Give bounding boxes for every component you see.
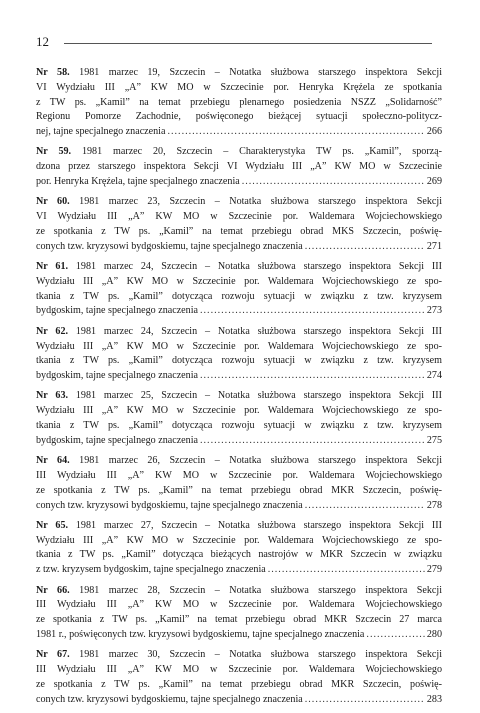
toc-entry-line bbox=[36, 648, 442, 663]
toc-entry bbox=[36, 584, 442, 643]
entry-text: conych tzw. kryzysowi bydgoskiemu, tajne specjalnego znaczenia bbox=[36, 499, 303, 511]
toc-entry-line bbox=[36, 519, 442, 534]
toc-entry-line bbox=[36, 96, 442, 111]
toc-entry-line bbox=[36, 563, 442, 578]
toc-entry-line bbox=[36, 469, 442, 484]
entry-number: Nr 65. bbox=[36, 519, 69, 531]
toc-entry bbox=[36, 66, 442, 140]
entry-text: Wydziału III „A” KW MO w Szczecinie por. Waldemara Wojciechowskiego ze spo- bbox=[36, 405, 442, 417]
entry-text: tkania z TW ps. „Kamil” dotycząca rozwoju sytuacji w związku z tzw. kryzysem bbox=[36, 290, 442, 302]
entry-text: tkania z TW ps. „Kamil” dotycząca rozwoju sytuacji w związku z tzw. kryzysem bbox=[36, 355, 442, 367]
entry-text: tkania z TW ps. „Kamil” dotycząca rozwoju sytuacji w związku z tzw. kryzysem bbox=[36, 420, 442, 432]
entry-text: conych tzw. kryzysowi bydgoskiemu, tajne specjalnego znaczenia bbox=[36, 693, 303, 705]
entry-text: 1981 marzec 25, Szczecin – Notatka służbowa starszego inspektora Sekcji III bbox=[75, 390, 442, 402]
toc-entry bbox=[36, 325, 442, 384]
dot-leader bbox=[200, 369, 425, 384]
entry-text: ze spotkania z TW ps. „Kamil” na temat przebiegu obrad MKR Szczecin, poświę- bbox=[36, 484, 442, 496]
entry-number: Nr 61. bbox=[36, 261, 69, 273]
entry-number: Nr 66. bbox=[36, 584, 70, 596]
entry-text: nej, tajne specjalnego znaczenia bbox=[36, 126, 166, 138]
toc-entry-line bbox=[36, 389, 442, 404]
toc-entry-line bbox=[36, 598, 442, 613]
entry-text: 1981 marzec 27, Szczecin – Notatka służbowa starszego inspektora Sekcji III bbox=[75, 519, 442, 531]
toc-entry bbox=[36, 260, 442, 319]
entry-text: III Wydziału III „A” KW MO w Szczecinie por. Waldemara Wojciechowskiego bbox=[36, 469, 442, 481]
entry-text: VI Wydziału III „A” KW MO w Szczecinie por. Henryka Kręźela ze spotkania bbox=[36, 81, 442, 93]
entry-text: 1981 marzec 19, Szczecin – Notatka służbowa starszego inspektora Sekcji bbox=[79, 67, 443, 78]
entry-text: z tzw. kryzysem bydgoskim, tajne specjalnego znaczenia bbox=[36, 564, 266, 576]
page-ref: 283 bbox=[426, 693, 442, 705]
page-ref: 271 bbox=[426, 240, 442, 252]
dot-leader bbox=[305, 240, 425, 255]
page-ref: 274 bbox=[426, 370, 442, 382]
toc-entry bbox=[36, 454, 442, 513]
entry-text: 1981 marzec 26, Szczecin – Notatka służbowa starszego inspektora Sekcji bbox=[79, 455, 443, 467]
entry-text: bydgoskim, tajne specjalnego znaczenia bbox=[36, 370, 198, 382]
entry-number: Nr 67. bbox=[36, 649, 70, 661]
entry-text: bydgoskim, tajne specjalnego znaczenia bbox=[36, 434, 198, 446]
toc-entry-line bbox=[36, 693, 442, 708]
toc-entry-line bbox=[36, 145, 442, 160]
toc-entry-line bbox=[36, 484, 442, 499]
toc-entry-line bbox=[36, 340, 442, 355]
toc-entry-line bbox=[36, 210, 442, 225]
toc-entry-line bbox=[36, 260, 442, 275]
toc-entry bbox=[36, 389, 442, 448]
toc-entry-line bbox=[36, 125, 442, 140]
entry-text: 1981 marzec 30, Szczecin – Notatka służbowa starszego inspektora Sekcji bbox=[79, 649, 443, 661]
entry-number: Nr 63. bbox=[36, 390, 69, 402]
dot-leader bbox=[305, 693, 425, 708]
entry-number: Nr 62. bbox=[36, 325, 69, 337]
dot-leader bbox=[242, 175, 425, 190]
toc-entry bbox=[36, 519, 442, 578]
toc-entry-line bbox=[36, 434, 442, 449]
toc-entry-line bbox=[36, 584, 442, 599]
toc-entry-line bbox=[36, 404, 442, 419]
entry-text: 1981 r., poświęconych tzw. kryzysowi bydgoskiemu, tajne specjalnego znaczenia bbox=[36, 628, 365, 640]
toc-entry-line bbox=[36, 175, 442, 190]
toc-entry-line bbox=[36, 354, 442, 369]
entry-text: 1981 marzec 24, Szczecin – Notatka służbowa starszego inspektora Sekcji III bbox=[75, 325, 442, 337]
entry-text: 1981 marzec 28, Szczecin – Notatka służbowa starszego inspektora Sekcji bbox=[79, 584, 443, 596]
entry-text: 1981 marzec 20, Szczecin – Charakterystyka TW ps. „Kamil”, sporzą- bbox=[81, 146, 442, 158]
entry-text: ze spotkania z TW ps. „Kamil” na temat przebiegu obrad MKS Szczecin, poświę- bbox=[36, 225, 442, 237]
entry-text: Wydziału III „A” KW MO w Szczecinie por. Waldemara Wojciechowskiego ze spo- bbox=[36, 340, 442, 352]
page-ref: 269 bbox=[426, 176, 442, 188]
dot-leader bbox=[305, 499, 425, 514]
toc-entry bbox=[36, 145, 442, 189]
entry-text: 1981 marzec 23, Szczecin – Notatka służbowa starszego inspektora Sekcji bbox=[79, 196, 443, 208]
toc-entry-line bbox=[36, 160, 442, 175]
toc-entry-line bbox=[36, 419, 442, 434]
toc-entry-line bbox=[36, 275, 442, 290]
entry-text: III Wydziału III „A” KW MO w Szczecinie por. Waldemara Wojciechowskiego bbox=[36, 599, 442, 611]
toc-entry-line bbox=[36, 304, 442, 319]
entry-text: ze spotkania z TW ps. „Kamil” na temat przebiegu obrad MKR Szczecin 27 marca bbox=[36, 614, 442, 626]
toc-entry-line bbox=[36, 290, 442, 305]
entry-text: Wydziału III „A” KW MO w Szczecinie por. Waldemara Wojciechowskiego ze spo- bbox=[36, 275, 442, 287]
toc-entry bbox=[36, 195, 442, 254]
page-ref: 279 bbox=[426, 564, 442, 576]
page-ref: 280 bbox=[426, 628, 442, 640]
entry-text: Wydziału III „A” KW MO w Szczecinie por. Waldemara Wojciechowskiego ze spo- bbox=[36, 534, 442, 546]
dot-leader bbox=[200, 434, 425, 449]
toc-entry-line bbox=[36, 195, 442, 210]
entry-text: Regionu Pomorze Zachodnie, poświęconego bieżącej sytuacji społeczno-politycz- bbox=[36, 111, 442, 123]
entry-text: VI Wydziału III „A” KW MO w Szczecinie por. Waldemara Wojciechowskiego bbox=[36, 211, 442, 223]
entry-number: Nr 64. bbox=[36, 455, 70, 467]
toc-entries bbox=[36, 66, 442, 713]
toc-entry-line bbox=[36, 663, 442, 678]
entry-number: Nr 59. bbox=[36, 146, 72, 158]
entry-text: ze spotkania z TW ps. „Kamil” na temat przebiegu obrad MKR Szczecin, poświę- bbox=[36, 678, 442, 690]
entry-text: z TW ps. „Kamil” na temat przebiegu plenarnego posiedzenia NSZZ „Solidarność” bbox=[36, 96, 442, 108]
toc-entry-line bbox=[36, 499, 442, 514]
toc-entry-line bbox=[36, 678, 442, 693]
page-ref: 273 bbox=[426, 305, 442, 317]
toc-entry-line bbox=[36, 110, 442, 125]
entry-text: conych tzw. kryzysowi bydgoskiemu, tajne specjalnego znaczenia bbox=[36, 240, 303, 252]
toc-entry-line bbox=[36, 548, 442, 563]
dot-leader bbox=[268, 563, 425, 578]
toc-entry-line bbox=[36, 240, 442, 255]
toc-entry-line bbox=[36, 66, 442, 81]
page-ref: 278 bbox=[426, 499, 442, 511]
toc-entry-line bbox=[36, 613, 442, 628]
page-ref: 266 bbox=[426, 126, 442, 138]
entry-text: dzona przez starszego inspektora Sekcji VI Wydziału III „A” KW MO w Szczecinie bbox=[36, 161, 442, 173]
toc-entry-line bbox=[36, 369, 442, 384]
page-ref: 275 bbox=[426, 434, 442, 446]
entry-text: tkania z TW ps. „Kamil” dotycząca bieżących nastrojów w MKR Szczecin w związku bbox=[36, 549, 442, 561]
entry-text: por. Henryka Kręźela, tajne specjalnego znaczenia bbox=[36, 176, 240, 188]
toc-entry-line bbox=[36, 325, 442, 340]
dot-leader bbox=[200, 304, 425, 319]
toc-entry bbox=[36, 648, 442, 707]
header-rule bbox=[64, 43, 432, 44]
toc-entry-line bbox=[36, 628, 442, 643]
entry-number: Nr 60. bbox=[36, 196, 70, 208]
toc-entry-line bbox=[36, 225, 442, 240]
entry-text: bydgoskim, tajne specjalnego znaczenia bbox=[36, 305, 198, 317]
toc-entry-line bbox=[36, 454, 442, 469]
entry-text: III Wydziału III „A” KW MO w Szczecinie por. Waldemara Wojciechowskiego bbox=[36, 663, 442, 675]
entry-text: 1981 marzec 24, Szczecin – Notatka służbowa starszego inspektora Sekcji III bbox=[75, 261, 442, 273]
dot-leader bbox=[366, 628, 424, 643]
page-number: 12 bbox=[36, 34, 49, 49]
toc-entry-line bbox=[36, 81, 442, 96]
dot-leader bbox=[167, 125, 424, 140]
entry-number: Nr 58. bbox=[36, 67, 70, 78]
toc-entry-line bbox=[36, 534, 442, 549]
